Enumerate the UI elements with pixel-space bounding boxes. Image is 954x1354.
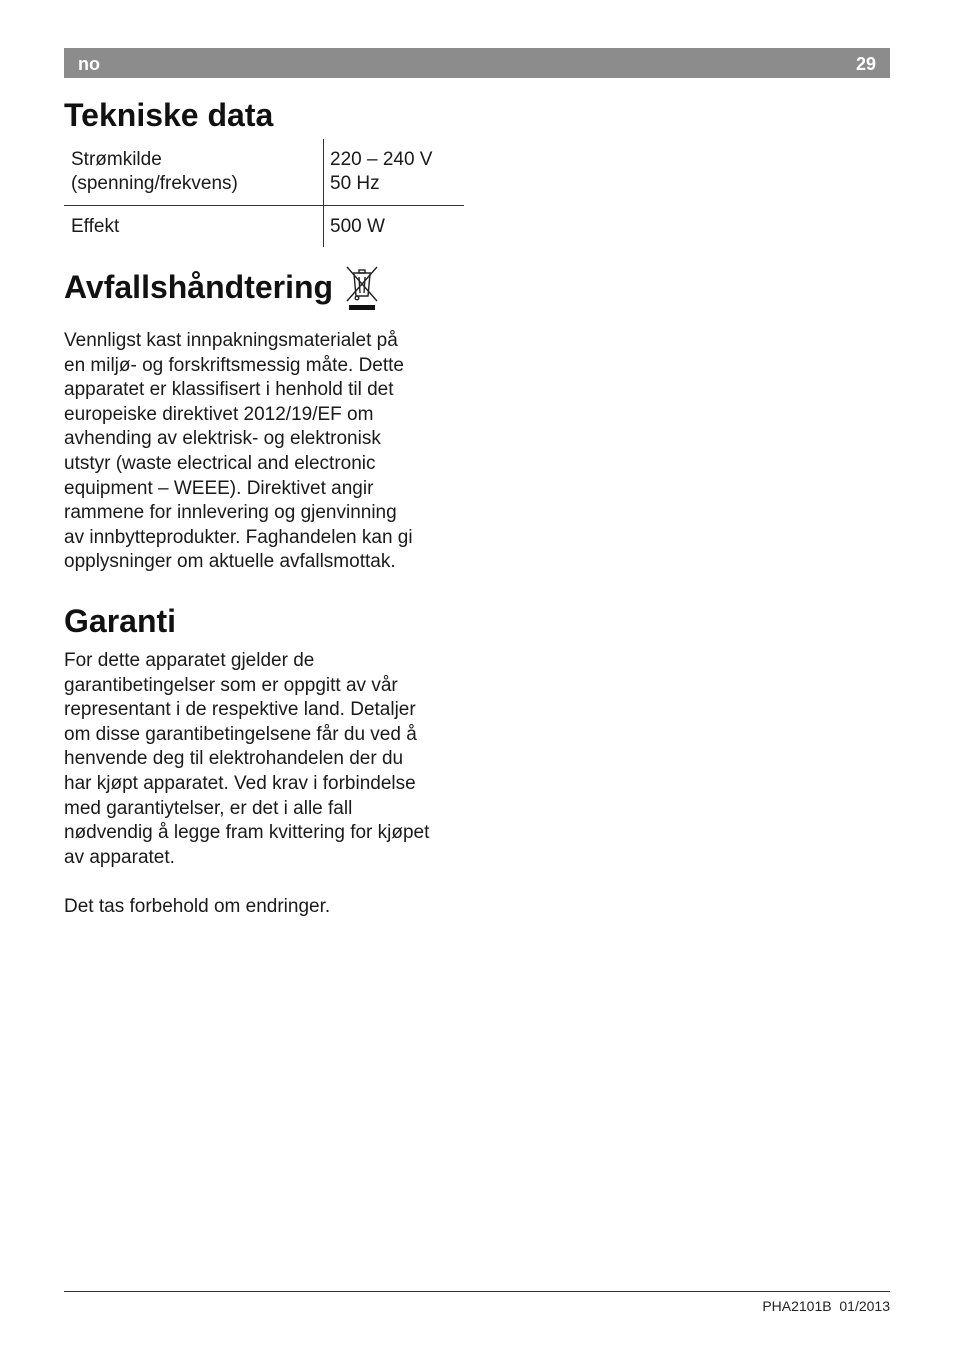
spec-value: 220 – 240 V 50 Hz bbox=[324, 139, 465, 206]
changes-note: Det tas forbehold om endringer. bbox=[64, 896, 331, 917]
warranty-text: For dette apparatet gjelder de garantibetingelser som er oppgitt av vår representant i de respektive land. Detaljer om disse garantibetingelsene får du ved å henvende deg til elektrohandelen der du har kjøpt apparatet. Ved krav i forbindelse med garantiytelser, er det i alle fall nødvendig å legge fram kvittering for kjøpet av apparatet. bbox=[64, 650, 430, 868]
language-code: no bbox=[78, 54, 100, 74]
warranty-title: Garanti bbox=[64, 603, 177, 639]
page-number: 29 bbox=[855, 54, 876, 74]
header-bar bbox=[64, 48, 890, 78]
spec-value: 500 W bbox=[324, 206, 465, 248]
spec-label: Effekt bbox=[71, 216, 120, 237]
publication-date: 01/2013 bbox=[839, 1298, 890, 1314]
disposal-text: Vennligst kast innpakningsmaterialet på en miljø- og forskriftsmessig måte. Dette apparatet er klassifisert i henhold til det europeiske direktivet 2012/19/EF om avhending av elektrisk- og elektronisk utstyr (waste electrical and electronic equipment – WEEE). Direktivet angir rammene for innlevering og gjenvinning av innbytteprodukter. Faghandelen kan gi opplysninger om aktuelle avfallsmottak. bbox=[64, 330, 413, 573]
tech-data-table bbox=[64, 139, 464, 247]
model-number: PHA2101B bbox=[762, 1298, 832, 1314]
footer-info bbox=[762, 1298, 890, 1314]
tech-data-title: Tekniske data bbox=[64, 97, 274, 133]
footer-divider bbox=[64, 1291, 890, 1292]
table-row bbox=[64, 206, 464, 248]
spec-label: Strømkilde (spenning/frekvens) bbox=[64, 139, 324, 206]
table-row bbox=[64, 139, 464, 206]
disposal-title: Avfallshåndtering bbox=[64, 269, 334, 305]
weee-crossed-bin-icon bbox=[345, 264, 379, 310]
